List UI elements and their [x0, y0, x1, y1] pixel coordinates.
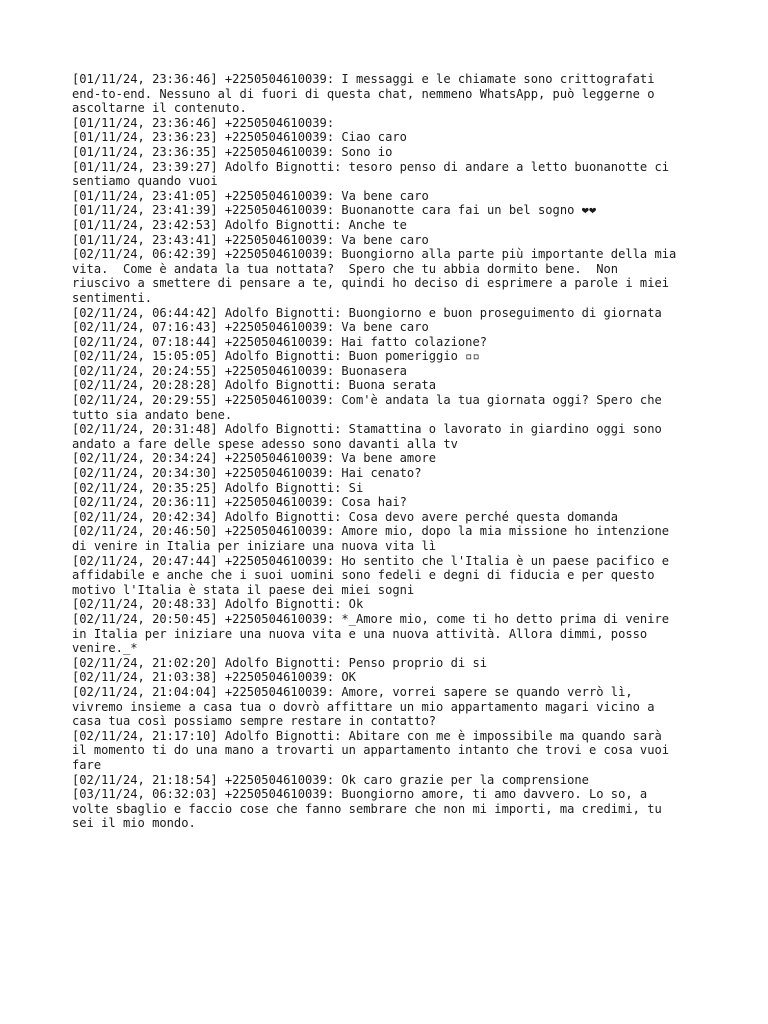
transcript-line: ascoltarne il contenuto. — [72, 101, 247, 116]
transcript-line: sentiamo quando vuoi — [72, 174, 218, 189]
transcript-line: [02/11/24, 20:24:55] +2250504610039: Buonasera — [72, 363, 407, 378]
transcript-line: [02/11/24, 21:04:04] +2250504610039: Amore, vorrei sapere se quando verrò lì, — [72, 684, 633, 699]
transcript-line: [02/11/24, 20:34:24] +2250504610039: Va bene amore — [72, 451, 437, 466]
transcript-line: [02/11/24, 21:17:10] Adolfo Bignotti: Abitare con me è impossibile ma quando sarà — [72, 728, 662, 743]
transcript-line: casa tua così possiamo sempre restare in contatto? — [72, 714, 437, 729]
transcript-line: [02/11/24, 06:44:42] Adolfo Bignotti: Buongiorno e buon proseguimento di giornata — [72, 305, 662, 320]
transcript-line: volte sbaglio e faccio cose che fanno sembrare che non mi importi, ma credimi, tu — [72, 801, 662, 816]
transcript-line: [02/11/24, 07:18:44] +2250504610039: Hai fatto colazione? — [72, 334, 488, 349]
transcript-line: [02/11/24, 20:46:50] +2250504610039: Amore mio, dopo la mia missione ho intenzione — [72, 524, 670, 539]
transcript-line: [02/11/24, 21:02:20] Adolfo Bignotti: Penso proprio di si — [72, 655, 488, 670]
transcript-line: vivremo insieme a casa tua o dovrò affittare un mio appartamento magari vicino a — [72, 699, 655, 714]
transcript-line: [02/11/24, 06:42:39] +2250504610039: Buongiorno alla parte più importante della mia — [72, 247, 677, 262]
transcript-line: in Italia per iniziare una nuova vita e una nuova attività. Allora dimmi, posso — [72, 626, 648, 641]
transcript-line: di venire in Italia per iniziare una nuova vita lì — [72, 539, 437, 553]
transcript-line: [01/11/24, 23:41:39] +2250504610039: Buonanotte cara fai un bel sogno ❤❤ — [72, 203, 597, 218]
transcript-line: [01/11/24, 23:36:23] +2250504610039: Ciao caro — [72, 130, 407, 145]
transcript-line: [02/11/24, 20:47:44] +2250504610039: Ho sentito che l'Italia è un paese pacifico e — [72, 553, 670, 568]
transcript-line: [01/11/24, 23:41:05] +2250504610039: Va bene caro — [72, 188, 429, 203]
transcript-line: [01/11/24, 23:42:53] Adolfo Bignotti: Anche te — [72, 217, 407, 232]
transcript-line: [02/11/24, 20:48:33] Adolfo Bignotti: Ok — [72, 597, 364, 612]
transcript-line: [02/11/24, 07:16:43] +2250504610039: Va bene caro — [72, 320, 429, 335]
transcript-line: [02/11/24, 20:36:11] +2250504610039: Cosa hai? — [72, 495, 407, 510]
transcript-line: andato a fare delle spese adesso sono davanti alla tv — [72, 436, 458, 451]
transcript-line: [02/11/24, 20:34:30] +2250504610039: Hai cenato? — [72, 466, 422, 481]
transcript-line: il momento ti do una mano a trovarti un appartamento intanto che trovi e cosa vuoi — [72, 743, 670, 758]
transcript-line: [01/11/24, 23:36:46] +2250504610039: I messaggi e le chiamate sono crittografati — [72, 72, 655, 86]
transcript-line: [02/11/24, 20:29:55] +2250504610039: Com'è andata la tua giornata oggi? Spero che — [72, 393, 662, 408]
transcript-line: affidabile e anche che i suoi uomini sono fedeli e degni di fiducia e per questo — [72, 568, 655, 583]
transcript-line: tutto sia andato bene. — [72, 407, 233, 422]
transcript-line: [02/11/24, 21:18:54] +2250504610039: Ok caro grazie per la comprensione — [72, 772, 589, 787]
transcript-line: [02/11/24, 20:42:34] Adolfo Bignotti: Cosa devo avere perché questa domanda — [72, 509, 619, 524]
chat-transcript — [72, 72, 704, 831]
transcript-line: [01/11/24, 23:36:46] +2250504610039: — [72, 115, 335, 130]
transcript-line: [01/11/24, 23:39:27] Adolfo Bignotti: tesoro penso di andare a letto buonanotte ci — [72, 159, 670, 174]
transcript-line: motivo l'Italia è stata il paese dei miei sogni — [72, 582, 415, 597]
transcript-line: [03/11/24, 06:32:03] +2250504610039: Buongiorno amore, ti amo davvero. Lo so, a — [72, 787, 648, 802]
transcript-line: [01/11/24, 23:43:41] +2250504610039: Va bene caro — [72, 232, 429, 247]
transcript-line: [02/11/24, 15:05:05] Adolfo Bignotti: Buon pomeriggio ▫▫ — [72, 349, 480, 364]
transcript-line: [02/11/24, 21:03:38] +2250504610039: OK — [72, 670, 356, 685]
transcript-line: sentimenti. — [72, 290, 153, 305]
transcript-line: [01/11/24, 23:36:35] +2250504610039: Sono io — [72, 144, 393, 159]
transcript-line: fare — [72, 757, 102, 772]
transcript-line: vita. Come è andata la tua nottata? Spero che tu abbia dormito bene. Non — [72, 261, 619, 276]
transcript-line: [02/11/24, 20:28:28] Adolfo Bignotti: Buona serata — [72, 378, 437, 393]
transcript-line: sei il mio mondo. — [72, 816, 196, 831]
transcript-line: [02/11/24, 20:50:45] +2250504610039: *_Amore mio, come ti ho detto prima di venire — [72, 611, 670, 626]
transcript-line: riuscivo a smettere di pensare a te, quindi ho deciso di esprimere a parole i miei — [72, 276, 670, 291]
transcript-line: venire._* — [72, 641, 138, 656]
transcript-line: [02/11/24, 20:31:48] Adolfo Bignotti: Stamattina o lavorato in giardino oggi sono — [72, 422, 662, 437]
transcript-line: [02/11/24, 20:35:25] Adolfo Bignotti: Si — [72, 480, 364, 495]
transcript-line: end-to-end. Nessuno al di fuori di questa chat, nemmeno WhatsApp, può leggerne o — [72, 86, 655, 101]
